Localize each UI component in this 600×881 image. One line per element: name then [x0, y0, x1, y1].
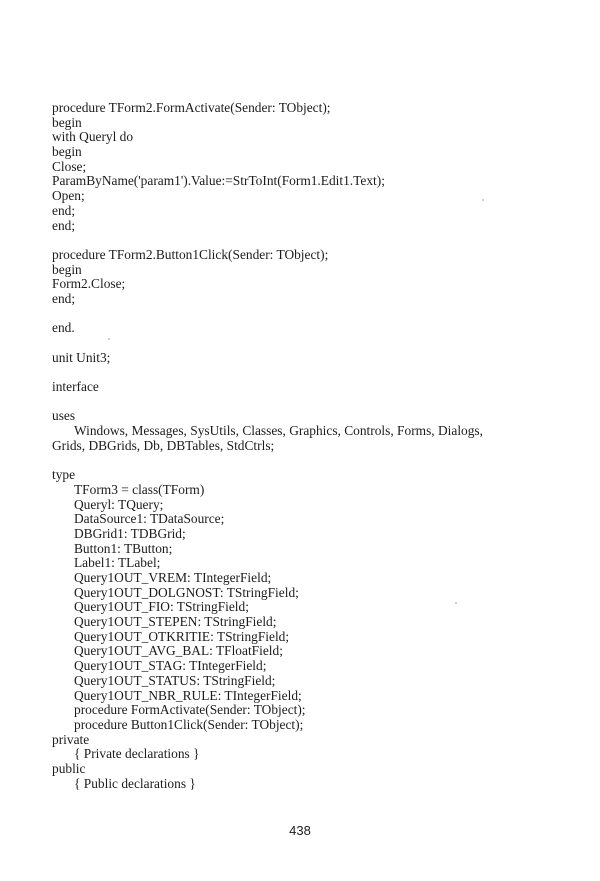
- code-line: Query1OUT_STAG: TIntegerField;: [74, 658, 267, 674]
- code-line: unit Unit3;: [52, 349, 111, 365]
- code-line: Form2.Close;: [52, 276, 126, 292]
- blank-line: [52, 454, 572, 469]
- code-line: DBGrid1: TDBGrid;: [74, 525, 186, 541]
- code-line: Label1: TLabel;: [74, 555, 161, 571]
- code-line: Query1OUT_FIO: TStringField;: [74, 599, 249, 615]
- code-line: Query1OUT_NBR_RULE: TIntegerField;: [74, 687, 302, 703]
- code-line: procedure Button1Click(Sender: TObject);: [74, 716, 304, 732]
- code-line: procedure TForm2.Button1Click(Sender: TObject);: [52, 246, 329, 262]
- blank-line: [52, 233, 572, 248]
- code-line: end;: [52, 202, 76, 218]
- code-line: end;: [52, 217, 76, 233]
- code-line: procedure TForm2.FormActivate(Sender: TObject);: [52, 100, 331, 115]
- code-line: begin: [52, 114, 82, 130]
- code-line: end.: [52, 320, 75, 336]
- code-line: private: [52, 731, 90, 747]
- code-line: public: [52, 760, 86, 776]
- code-line: { Private declarations }: [74, 746, 200, 762]
- blank-line: [52, 336, 572, 351]
- code-line: Query1OUT_STATUS: TStringField;: [74, 672, 276, 688]
- code-line: type: [52, 467, 76, 483]
- code-line: Query1OUT_VREM: TIntegerField;: [74, 570, 272, 585]
- scan-speck: [482, 199, 484, 201]
- code-line: Query1OUT_DOLGNOST: TStringField;: [74, 584, 299, 600]
- blank-line: [52, 307, 572, 322]
- code-line: Windows, Messages, SysUtils, Classes, Graphics, Controls, Forms, Dialogs,: [74, 423, 483, 439]
- code-line: Grids, DBGrids, Db, DBTables, StdCtrls;: [52, 437, 275, 453]
- blank-line: [52, 395, 572, 410]
- code-line: Button1: TButton;: [74, 540, 173, 556]
- code-line: end;: [52, 290, 76, 306]
- code-line: ParamByName('param1').Value:=StrToInt(Form1.Edit1.Text);: [52, 173, 385, 189]
- code-line: interface: [52, 379, 99, 395]
- code-line: with Queryl do: [52, 129, 134, 145]
- code-line: DataSource1: TDataSource;: [74, 511, 225, 527]
- code-line: uses: [52, 408, 76, 424]
- code-line: Query1OUT_OTKRITIE: TStringField;: [74, 628, 290, 644]
- page-number: 438: [289, 823, 311, 838]
- blank-line: [52, 365, 572, 380]
- code-line: Queryl: TQuery;: [74, 496, 164, 512]
- code-line: begin: [52, 261, 82, 277]
- code-line: begin: [52, 144, 82, 160]
- scan-speck: [108, 338, 110, 340]
- code-line: Query1OUT_STEPEN: TStringField;: [74, 614, 277, 630]
- code-line: procedure FormActivate(Sender: TObject);: [74, 702, 306, 718]
- code-line: Query1OUT_AVG_BAL: TFloatField;: [74, 643, 283, 659]
- code-line: Open;: [52, 188, 85, 204]
- code-listing: [52, 101, 572, 791]
- code-line: { Public declarations }: [74, 775, 196, 791]
- code-line: Close;: [52, 158, 87, 174]
- scan-speck: [455, 602, 457, 604]
- code-line: TForm3 = class(TForm): [74, 481, 205, 497]
